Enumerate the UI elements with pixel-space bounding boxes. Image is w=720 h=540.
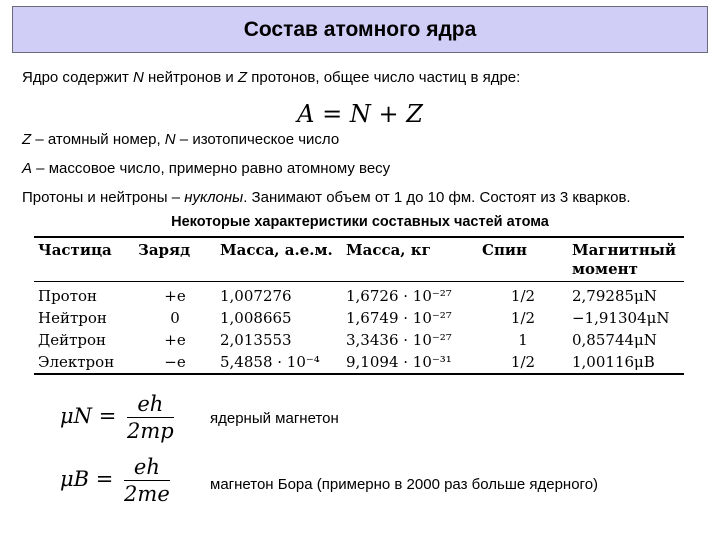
table-caption: Некоторые характеристики составных частей атома [171,214,549,230]
cell-spin: 1/2 [510,353,536,371]
cell-mass-amu: 5,4858 · 10⁻⁴ [220,353,320,371]
nucleons-text-1: Протоны и нейтроны – [22,189,185,206]
particles-table [34,236,684,375]
formula-fraction [127,392,174,443]
table-row [34,282,684,308]
cell-mass-amu: 1,008665 [220,309,292,327]
intro-symbol-z: Z [237,69,248,86]
definition-z [22,131,339,148]
cell-charge: +e [164,331,186,349]
formula-denominator: 2mp [126,419,174,443]
nucleons-italic: нуклоны [184,189,244,206]
col-header-mass-amu: Масса, а.е.м. [220,241,333,259]
bohr-magneton-formula: μB = $\frac{eh}{2me}$ [60,455,170,506]
nucleons-line [22,189,631,206]
cell-mass-kg: 3,3436 · 10⁻²⁷ [346,331,452,349]
cell-particle: Протон [38,287,98,305]
cell-magnetic-moment: 1,00116μB [572,353,655,371]
def-a-text: – массовое число, примерно равно атомному весу [32,160,391,177]
table-row [34,329,684,351]
col-header-spin: Спин [482,241,528,259]
cell-charge: 0 [170,309,180,327]
cell-spin: 1/2 [510,287,536,305]
cell-particle: Дейтрон [38,331,106,349]
formula-numerator: eh [124,455,170,481]
intro-text-3: протонов, общее число частиц в ядре: [247,69,521,86]
col-header-particle: Частица [38,241,112,259]
nuclear-magneton-formula: μN = $\frac{eh}{2mp}$ [60,392,174,443]
cell-charge: −e [164,353,186,371]
cell-particle: Нейтрон [38,309,107,327]
table-header-row [34,237,684,282]
equation-text: A = N + Z [297,100,423,128]
mass-number-equation [0,100,720,128]
cell-magnetic-moment: −1,91304μN [572,309,670,327]
intro-text-2: нейтронов и [143,69,238,86]
intro-text-1: Ядро содержит [22,69,134,86]
cell-spin: 1/2 [510,309,536,327]
intro-symbol-n: N [133,69,144,86]
formula-denominator: 2me [124,482,170,506]
cell-particle: Электрон [38,353,115,371]
cell-magnetic-moment: 2,79285μN [572,287,657,305]
def-a-symbol: A [22,160,33,177]
cell-mass-kg: 1,6726 · 10⁻²⁷ [346,287,452,305]
cell-magnetic-moment: 0,85744μN [572,331,657,349]
slide-title [12,6,708,53]
definition-a [22,160,390,177]
table-row [34,351,684,374]
nucleons-text-2: . Занимают объем от 1 до 10 фм. Состоят из 3 кварков. [243,189,631,206]
cell-charge: +e [164,287,186,305]
cell-spin: 1 [518,331,528,349]
cell-mass-kg: 9,1094 · 10⁻³¹ [346,353,452,371]
formula-fraction [124,455,170,506]
cell-mass-amu: 1,007276 [220,287,292,305]
cell-mass-kg: 1,6749 · 10⁻²⁷ [346,309,452,327]
col-header-mass-kg: Масса, кг [346,241,431,259]
bohr-magneton-desc: магнетон Бора (примерно в 2000 раз больше ядерного) [210,476,599,493]
formula-numerator: eh [127,392,174,418]
formula-lhs: μN [60,404,93,428]
table-row [34,307,684,329]
formula-lhs: μB [60,467,90,491]
def-n-symbol: N [164,131,176,148]
def-n-text: – изотопическое число [175,131,340,148]
col-header-magnetic-moment: Магнитный момент [572,241,677,278]
nuclear-magneton-desc: ядерный магнетон [210,410,339,427]
slide-title-text: Состав атомного ядра [243,17,477,41]
intro-line [22,69,520,86]
def-z-text: – атомный номер, [31,131,165,148]
cell-mass-amu: 2,013553 [220,331,292,349]
col-header-charge: Заряд [138,241,191,259]
def-z-symbol: Z [22,131,32,148]
